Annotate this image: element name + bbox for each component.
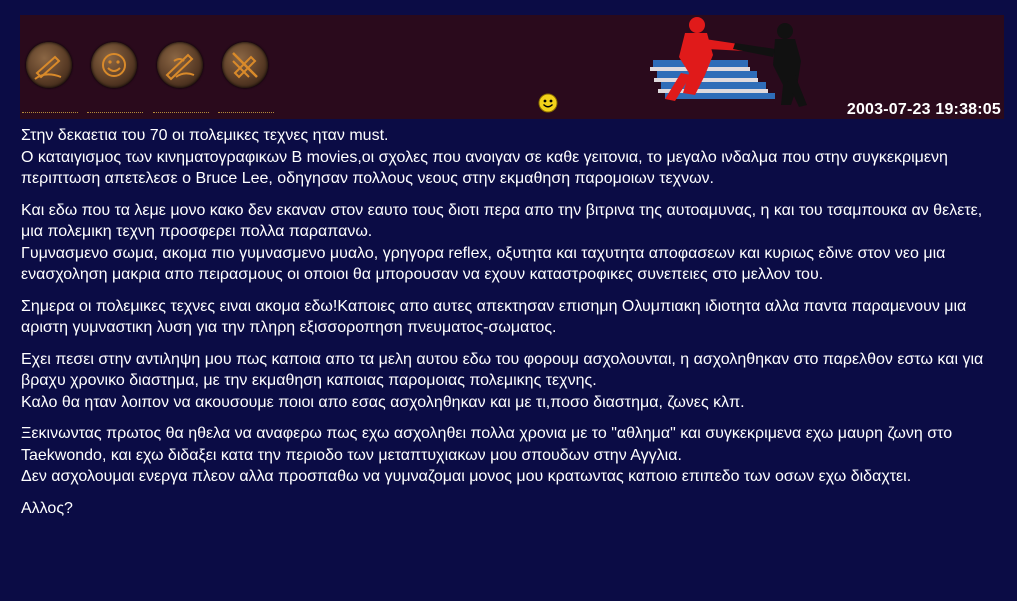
post-paragraph: Ξεκινωντας πρωτος θα ηθελα να αναφερω πως εχω ασχοληθει πολλα χρονια με το "αθλημα" και συγκεκριμενα εχω μαυρη ζωνη στο Taekwondo, και εχω διδαξει κατα την περιοδο των μεταπτυχιακων μου σπουδων στην Αγγλια. Δεν ασχολουμαι ενεργα πλεον αλλα προσπαθω να γυμναζομαι μονος μου κρατωντας καποιο επιπεδο των οσων εχω διδαχτει. bbox=[21, 425, 953, 485]
delete-post-button[interactable] bbox=[218, 38, 274, 113]
post-paragraph: Σημερα οι πολεμικες τεχνες ειναι ακομα εδω!Καποιες απο αυτες απεκτησαν επισημη Ολυμπιακη ιδιοτητα αλλα παντα παραμενουν μια αριστη γυμναστικη λυση για την πληρη εξισσοροπηση πνευματος-σωματος. bbox=[21, 297, 967, 336]
edit-post-icon bbox=[31, 47, 67, 83]
post-header bbox=[20, 15, 1004, 119]
smiley-button[interactable] bbox=[87, 38, 143, 113]
post-paragraph: Αλλος? bbox=[21, 499, 73, 517]
smiley-emoticon-icon bbox=[538, 93, 558, 113]
reply-quote-icon bbox=[162, 47, 198, 83]
reply-quote-button[interactable] bbox=[153, 38, 209, 113]
post-timestamp: 2003-07-23 19:38:05 bbox=[846, 101, 1001, 118]
post-paragraph: Στην δεκαετια του 70 οι πολεμικες τεχνες ηταν must. Ο καταιγισμος των κινηματογραφικων B movies,οι σχολες που ανοιγαν σε καθε γειτονια, το μεγαλο ινδαλμα που στην συγκεκριμενη περιπτωση απετελεσε ο Bruce Lee, οδηγησαν πολλους νεους στην εκμαθηση παρομοιων τεχνων. bbox=[21, 127, 948, 187]
post-paragraph: Και εδω που τα λεμε μονο κακο δεν εκαναν στον εαυτο τους διοτι περα απο την βιτρινα της αυτοαμυνας, η και του τσαμπουκα αν θελετε, μια πολεμικη τεχνη προσφερει πολλα παραπανω. Γυμνασμενο σωμα, ακομα πιο γυμνασμενο μυαλο, γρηγορα reflex, οξυτητα και ταχυτητα αποφασεων και κυριως εδινε στον νεο μια ενασχοληση μακρια απο πειρασμους οι οποιοι θα μπορουσαν να εχουν καταστροφικες συνεπειες στο μελλον του. bbox=[21, 201, 983, 283]
edit-post-button[interactable] bbox=[22, 38, 78, 113]
smiley-icon bbox=[96, 47, 132, 83]
post-paragraph: Εχει πεσει στην αντιληψη μου πως καποια απο τα μελη αυτου εδω του φορουμ ασχολουνται, η ασχοληθηκαν στο παρελθον εστω και για βραχυ χρονικο διαστημα, με την εκμαθηση καποιας παρομοιας πολεμικης τεχνης. Καλο θα ηταν λοιπον να ακουσουμε ποιοι απο εσας ασχοληθηκαν και με τι,ποσο διαστημα, ζωνες κλπ. bbox=[21, 350, 984, 411]
delete-post-icon bbox=[227, 47, 263, 83]
martial-arts-logo bbox=[635, 15, 835, 119]
post-body bbox=[21, 125, 1006, 529]
